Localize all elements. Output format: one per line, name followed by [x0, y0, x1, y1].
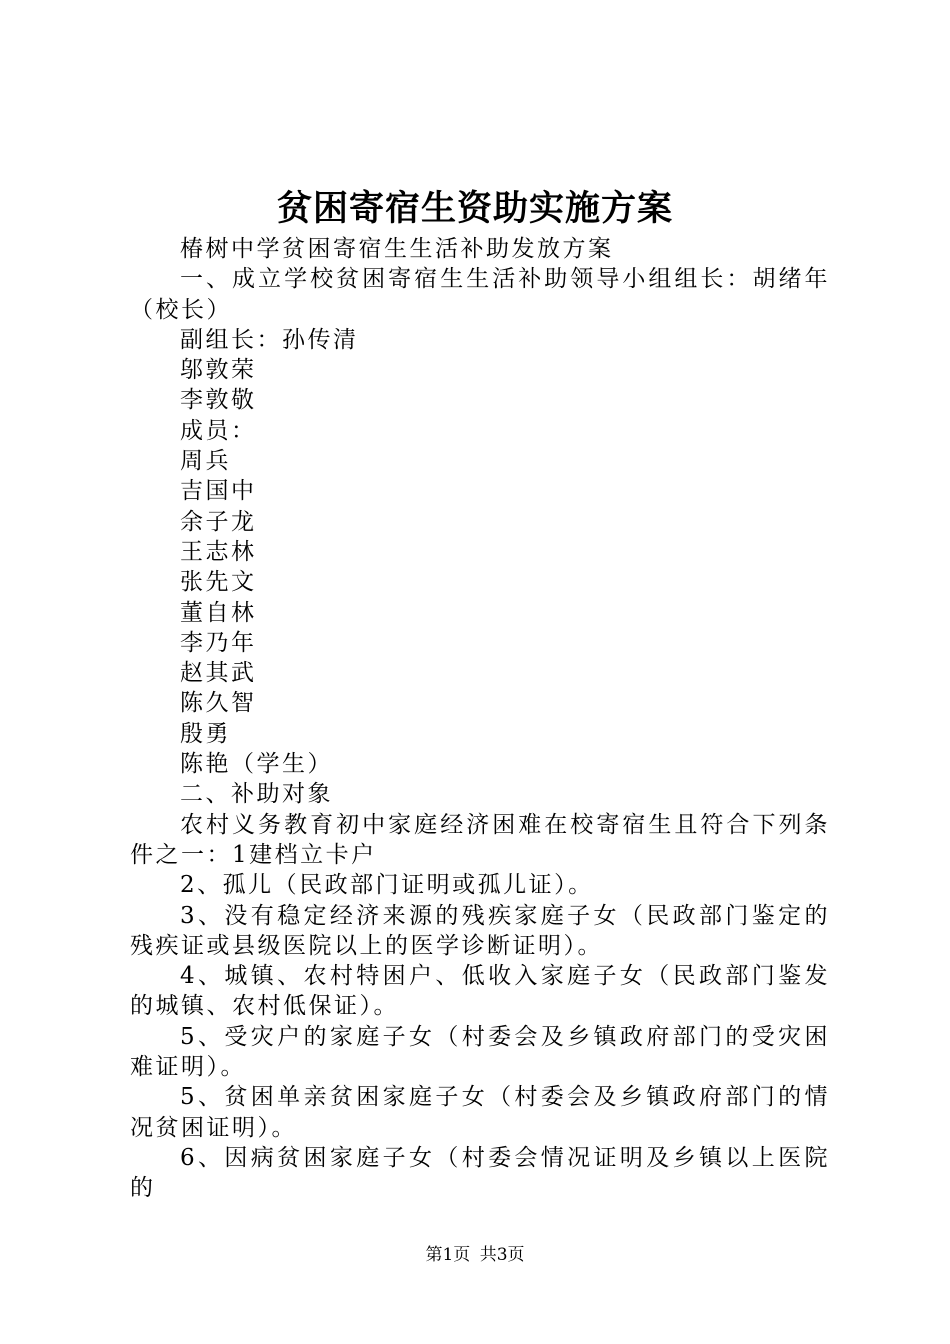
- section-subsidy-heading: 二、补助对象: [180, 781, 333, 808]
- condition-item: 5、受灾户的家庭子女（村委会及乡镇政府部门的受灾困难证明）。: [130, 1023, 830, 1081]
- member-name: 殷勇: [180, 720, 231, 747]
- condition-item: 3、没有稳定经济来源的残疾家庭子女（民政部门鉴定的残疾证或县级医院以上的医学诊断证明）。: [130, 902, 830, 959]
- document-body: [130, 234, 830, 1204]
- member-name: 王志林: [180, 538, 257, 565]
- condition-item: 6、因病贫困家庭子女（村委会情况证明及乡镇以上医院的: [130, 1144, 830, 1202]
- member-name: 赵其武: [180, 660, 257, 687]
- subtitle-paragraph: 椿树中学贫困寄宿生生活补助发放方案: [180, 236, 614, 262]
- deputy-leader-line: 副组长：孙传清: [180, 326, 359, 353]
- member-name: 余子龙: [180, 508, 257, 535]
- page-number: 第1页: [425, 1245, 471, 1265]
- member-name: 李乃年: [180, 629, 257, 656]
- member-name: 陈艳（学生）: [180, 751, 333, 778]
- member-name: 吉国中: [180, 478, 257, 505]
- members-heading: 成员：: [180, 417, 257, 444]
- condition-item: 2、孤儿（民政部门证明或孤儿证）。: [180, 872, 594, 899]
- document-title: 贫困寄宿生资助实施方案: [276, 188, 673, 229]
- member-name: 李敦敬: [180, 387, 257, 414]
- eligibility-paragraph: 农村义务教育初中家庭经济困难在校寄宿生且符合下列条件之一：1建档立卡户: [130, 811, 830, 868]
- member-name: 邬敦荣: [180, 357, 257, 384]
- section-leadership-paragraph: 一、成立学校贫困寄宿生生活补助领导小组组长：胡绪年（校长）: [130, 266, 830, 323]
- condition-item: 5、贫困单亲贫困家庭子女（村委会及乡镇政府部门的情况贫困证明）。: [130, 1084, 830, 1141]
- member-name: 董自林: [180, 599, 257, 626]
- member-name: 周兵: [180, 448, 231, 475]
- condition-item: 4、城镇、农村特困户、低收入家庭子女（民政部门鉴发的城镇、农村低保证）。: [130, 963, 830, 1020]
- page-total: 共3页: [479, 1245, 525, 1265]
- member-name: 张先文: [180, 569, 257, 596]
- page-footer: [0, 1244, 950, 1266]
- member-name: 陈久智: [180, 690, 257, 717]
